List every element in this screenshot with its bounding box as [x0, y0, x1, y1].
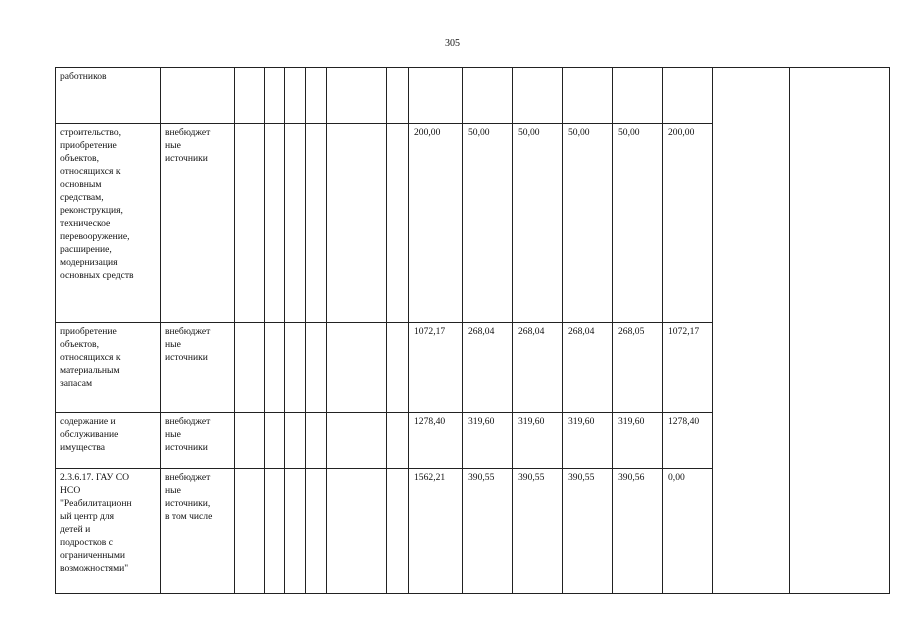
- value-cell: 390,56: [613, 469, 663, 594]
- page-number: 305: [445, 38, 460, 49]
- merged-empty-cell: [713, 68, 790, 594]
- source-cell: внебюджет ные источники, в том числе: [161, 469, 235, 594]
- row-name-cell: приобретение объектов, относящихся к материальным запасам: [56, 323, 161, 413]
- merged-empty-cell: [790, 68, 890, 594]
- source-cell: [161, 68, 235, 124]
- value-cell: [563, 68, 613, 124]
- empty-cell: [387, 413, 409, 469]
- value-cell: 319,60: [563, 413, 613, 469]
- empty-cell: [285, 124, 306, 323]
- row-name-cell: 2.3.6.17. ГАУ СО НСО "Реабилитационн ый центр для детей и подростков с ограниченными возможностями": [56, 469, 161, 594]
- empty-cell: [306, 469, 327, 594]
- budget-table: [55, 67, 890, 594]
- empty-cell: [285, 469, 306, 594]
- empty-cell: [285, 413, 306, 469]
- empty-cell: [235, 413, 265, 469]
- source-cell: внебюджет ные источники: [161, 413, 235, 469]
- empty-cell: [265, 68, 285, 124]
- empty-cell: [235, 124, 265, 323]
- empty-cell: [327, 68, 387, 124]
- empty-cell: [265, 469, 285, 594]
- value-cell: 50,00: [613, 124, 663, 323]
- empty-cell: [306, 124, 327, 323]
- value-cell: 1562,21: [409, 469, 463, 594]
- value-cell: 50,00: [463, 124, 513, 323]
- value-cell: 1072,17: [663, 323, 713, 413]
- empty-cell: [306, 323, 327, 413]
- empty-cell: [387, 469, 409, 594]
- empty-cell: [306, 68, 327, 124]
- value-cell: 390,55: [513, 469, 563, 594]
- row-name-cell: строительство, приобретение объектов, относящихся к основным средствам, реконструкция, техническое перевооружение, расширение, модернизация основных средств: [56, 124, 161, 323]
- empty-cell: [265, 413, 285, 469]
- empty-cell: [235, 469, 265, 594]
- empty-cell: [306, 413, 327, 469]
- value-cell: [613, 68, 663, 124]
- value-cell: [409, 68, 463, 124]
- value-cell: 50,00: [513, 124, 563, 323]
- empty-cell: [327, 323, 387, 413]
- value-cell: 50,00: [563, 124, 613, 323]
- value-cell: 319,60: [463, 413, 513, 469]
- empty-cell: [265, 323, 285, 413]
- value-cell: [463, 68, 513, 124]
- value-cell: 319,60: [513, 413, 563, 469]
- empty-cell: [387, 68, 409, 124]
- value-cell: 1072,17: [409, 323, 463, 413]
- value-cell: [663, 68, 713, 124]
- empty-cell: [327, 124, 387, 323]
- value-cell: 390,55: [463, 469, 513, 594]
- value-cell: 0,00: [663, 469, 713, 594]
- row-name-cell: работников: [56, 68, 161, 124]
- value-cell: 268,04: [463, 323, 513, 413]
- empty-cell: [327, 413, 387, 469]
- value-cell: 1278,40: [663, 413, 713, 469]
- row-name-cell: содержание и обслуживание имущества: [56, 413, 161, 469]
- value-cell: 200,00: [409, 124, 463, 323]
- value-cell: 1278,40: [409, 413, 463, 469]
- empty-cell: [387, 323, 409, 413]
- value-cell: 268,05: [613, 323, 663, 413]
- empty-cell: [327, 469, 387, 594]
- value-cell: 268,04: [513, 323, 563, 413]
- empty-cell: [285, 323, 306, 413]
- value-cell: 390,55: [563, 469, 613, 594]
- value-cell: 268,04: [563, 323, 613, 413]
- source-cell: внебюджет ные источники: [161, 323, 235, 413]
- empty-cell: [387, 124, 409, 323]
- empty-cell: [235, 68, 265, 124]
- table-row: [56, 68, 890, 124]
- empty-cell: [235, 323, 265, 413]
- empty-cell: [285, 68, 306, 124]
- value-cell: 319,60: [613, 413, 663, 469]
- empty-cell: [265, 124, 285, 323]
- source-cell: внебюджет ные источники: [161, 124, 235, 323]
- value-cell: 200,00: [663, 124, 713, 323]
- value-cell: [513, 68, 563, 124]
